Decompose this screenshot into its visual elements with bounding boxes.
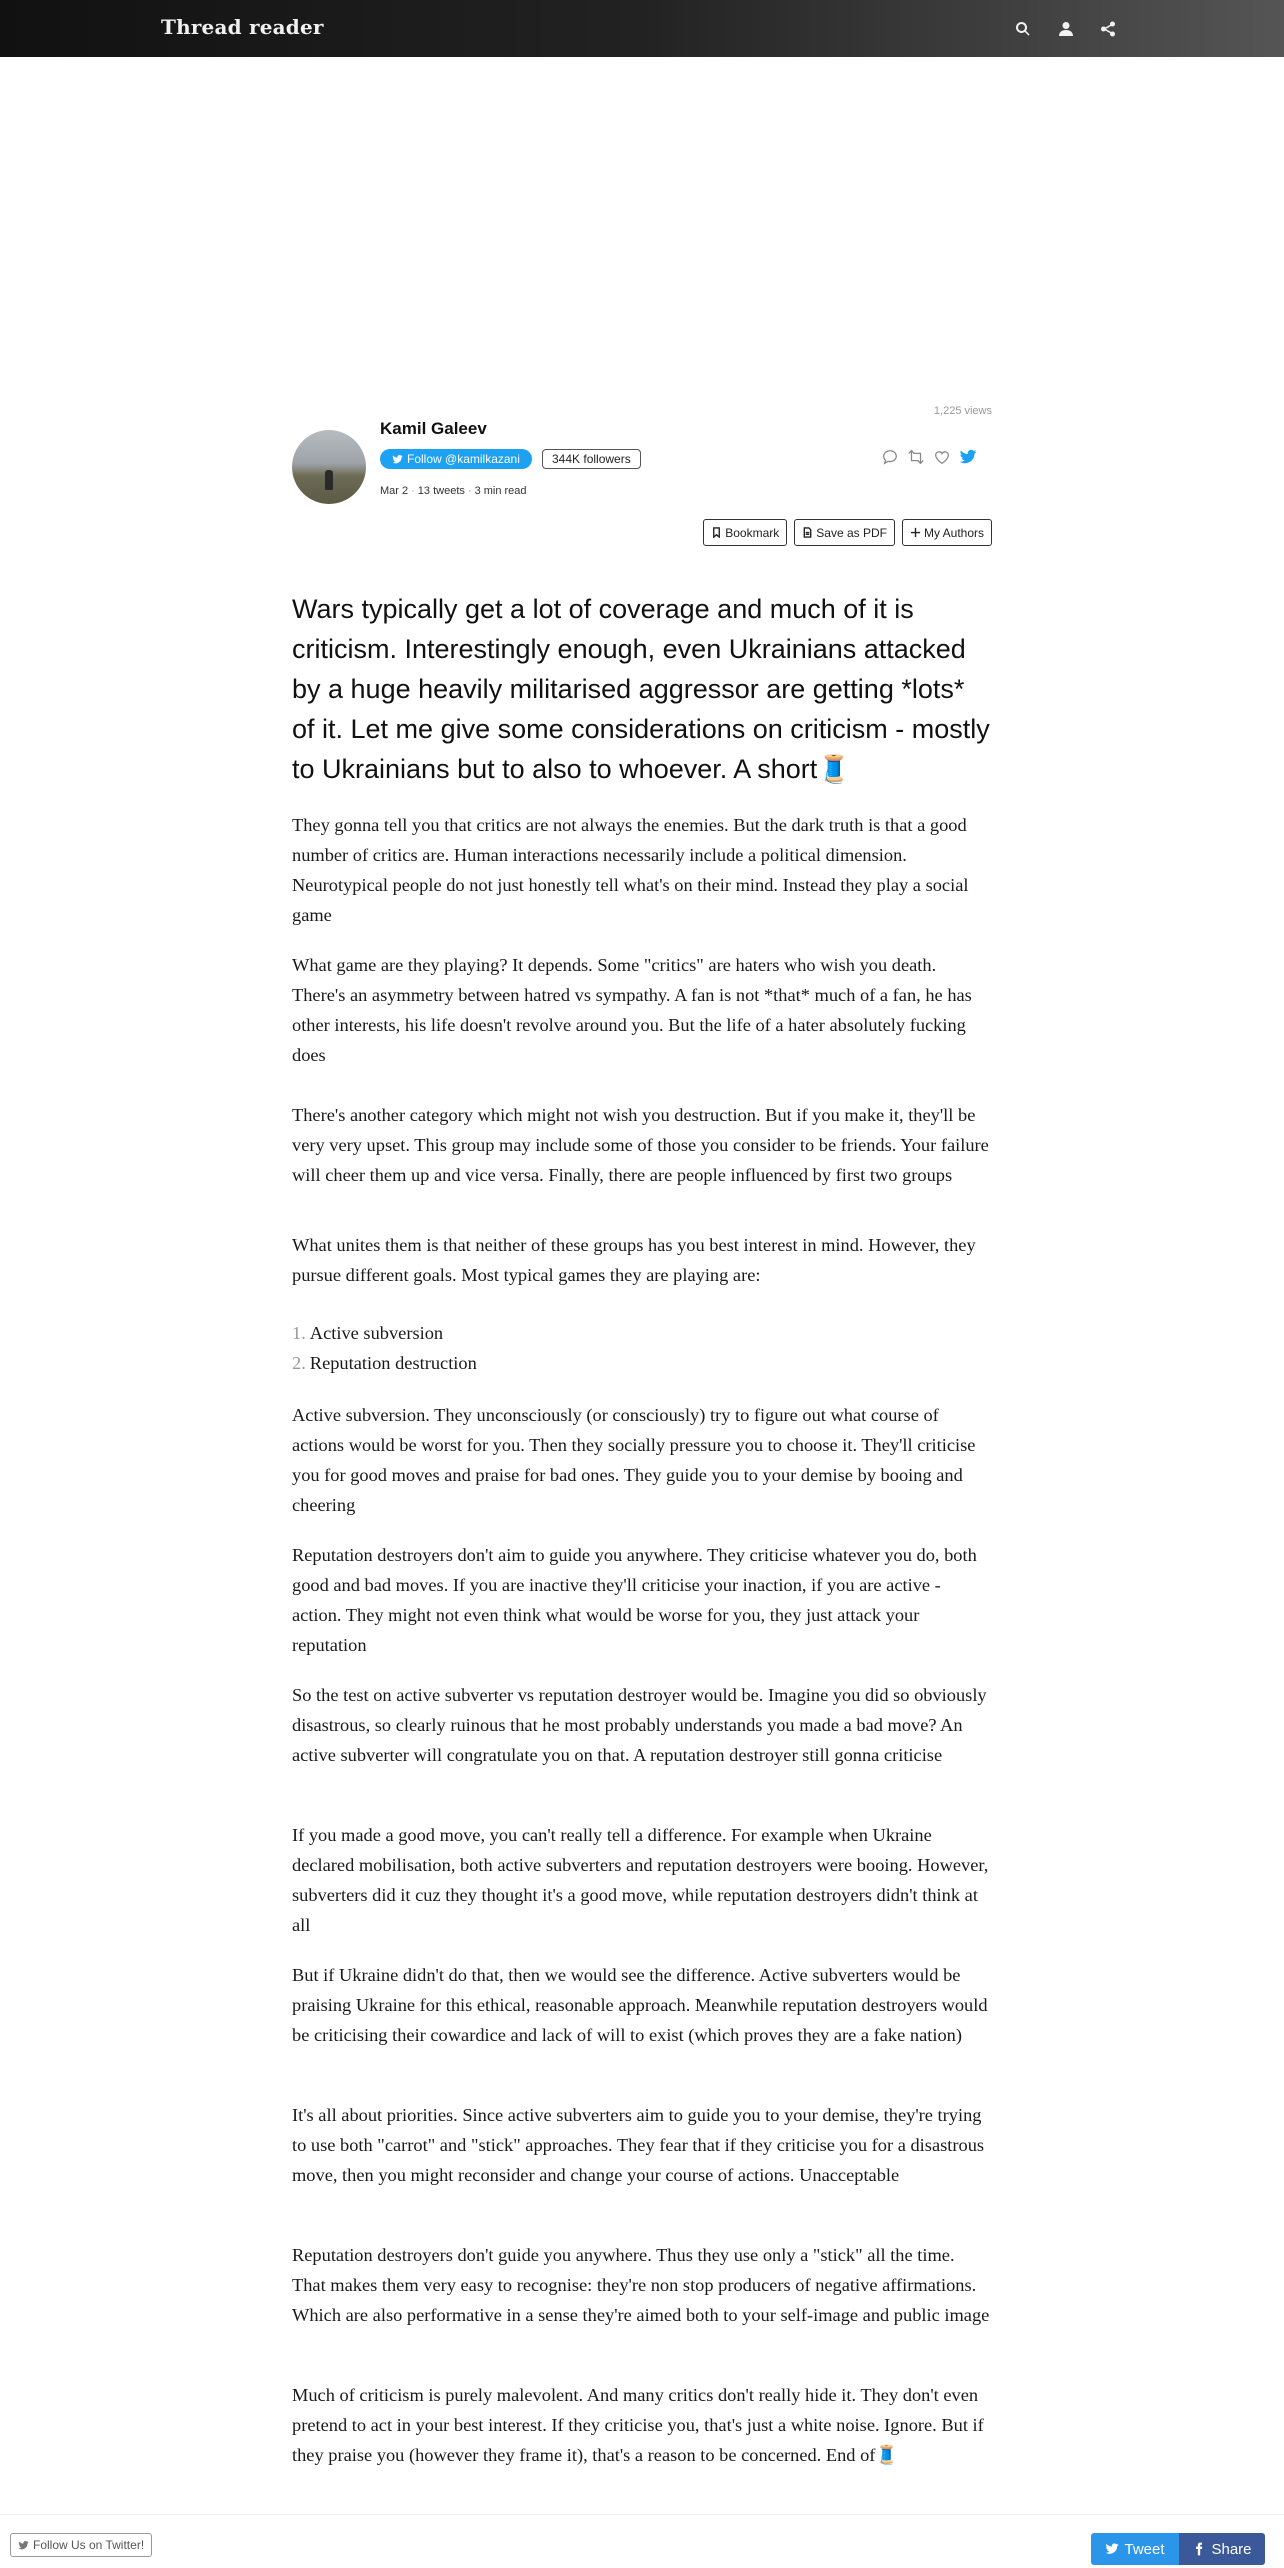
author-name[interactable]: Kamil Galeev (380, 419, 487, 438)
bookmark-button[interactable] (703, 519, 787, 546)
tweet-paragraph: Active subversion. They unconsciously (or consciously) try to figure out what course of actions would be worst for you. Then they socially pressure you to choose it. They'll criticise you for good moves and praise for bad ones. They guide you to your demise by booing and cheering (292, 1405, 976, 1515)
tweet-paragraph: They gonna tell you that critics are not always the enemies. But the dark truth is that a good number of critics are. Human interactions necessarily include a political dimension. Neurotypical people do not just honestly tell what's on their mind. Instead they play a social game (292, 815, 969, 925)
ad-space (0, 57, 1284, 397)
tweet-label: Tweet (1124, 2540, 1165, 2558)
save-pdf-button[interactable] (794, 519, 895, 546)
list-text: Reputation destruction (309, 1353, 477, 1373)
bookmark-icon (711, 527, 722, 538)
tweet-share-button[interactable] (1091, 2533, 1179, 2565)
tweet-paragraph: It's all about priorities. Since active subverters aim to guide you to your demise, they're trying to use both "carrot" and "stick" approaches. They fear that if they criticise you for a disastrous move, then you might reconsider and change your course of actions. Unacceptable (292, 2105, 985, 2185)
tweet-count[interactable]: 13 tweets (417, 485, 465, 497)
footer-bar (0, 2514, 1284, 2568)
user-icon[interactable] (1055, 18, 1077, 40)
save-pdf-label: Save as PDF (816, 525, 887, 540)
tweet-paragraph: Reputation destroyers don't guide you anywhere. Thus they use only a "stick" all the time. That makes them very easy to recognise: they're non stop producers of negative affirmations. Which are also performative in a sense they're aimed both to your self-image and public image (292, 2245, 990, 2325)
tweet-paragraph: So the test on active subverter vs reputation destroyer would be. Imagine you did so obviously disastrous, so clearly ruinous that he most probably understands you made a bad move? An active subverter will congratulate you on that. A reputation destroyer still gonna criticise (292, 1685, 987, 1765)
list-number: 2. (292, 1353, 306, 1373)
view-count: 1,225 views (933, 405, 992, 417)
twitter-icon[interactable] (958, 447, 978, 467)
thread-meta: Mar 2 · 13 tweets · 3 min read (380, 485, 527, 497)
list-text: Active subversion (309, 1323, 444, 1343)
my-authors-button[interactable] (902, 519, 992, 546)
thread-date: Mar 2 (380, 485, 409, 497)
tweet-paragraph: There's another category which might not wish you destruction. But if you make it, they'll be very very upset. This group may include some of those you consider to be friends. Your failure will cheer them up and vice versa. Finally, there are people influenced by first two groups (292, 1105, 989, 1185)
tweet-list (292, 1318, 992, 1378)
follow-us-label: Follow Us on Twitter! (33, 2538, 145, 2552)
thread-lead-tweet: Wars typically get a lot of coverage and much of it is criticism. Interestingly enough, even Ukrainians attacked by a huge heavily militarised aggressor are getting *lots* of it. Let me give some considerations on criticism - mostly to Ukrainians but to also to whoever. A short🧵 (292, 594, 990, 784)
twitter-bird-icon (1105, 2542, 1119, 2556)
thread-tools (703, 519, 992, 546)
follow-button[interactable] (380, 449, 532, 469)
twitter-bird-icon (18, 2540, 29, 2551)
share-icon[interactable] (1097, 18, 1119, 40)
tweet-paragraph: But if Ukraine didn't do that, then we would see the difference. Active subverters would be praising Ukraine for this ethical, reasonable approach. Meanwhile reputation destroyers would be criticising their cowardice and lack of will to exist (which proves they are a fake nation) (292, 1965, 988, 2045)
plus-icon (910, 527, 921, 538)
bookmark-label: Bookmark (725, 525, 780, 540)
read-time: 3 min read (474, 485, 527, 497)
share-bar (1091, 2533, 1265, 2565)
reply-icon[interactable] (880, 447, 900, 467)
list-item (292, 1348, 992, 1378)
tweet-paragraph: Reputation destroyers don't aim to guide you anywhere. They criticise whatever you do, both good and bad moves. If you are inactive they'll criticise your inaction, if you are active - action. They might not even think what would be worse for you, they just attack your reputation (292, 1545, 977, 1655)
tweet-paragraph: If you made a good move, you can't really tell a difference. For example when Ukraine declared mobilisation, both active subverters and reputation destroyers were booing. However, subverters did it cuz they thought it's a good move, while reputation destroyers didn't think at all (292, 1825, 989, 1935)
top-navbar (0, 0, 1284, 57)
facebook-share-button[interactable] (1179, 2533, 1265, 2565)
follow-us-button[interactable] (10, 2533, 152, 2557)
tweet-paragraph: Much of criticism is purely malevolent. And many critics don't really hide it. They don't even pretend to act in your best interest. If they criticise you, that's just a white noise. Ignore. But if they praise you (however they frame it), that's a reason to be concerned. End of🧵 (292, 2385, 984, 2465)
avatar[interactable] (292, 430, 366, 504)
follow-label: Follow @kamilkazani (407, 452, 520, 466)
list-number: 1. (292, 1323, 306, 1343)
twitter-bird-icon (392, 454, 403, 465)
search-icon[interactable] (1012, 18, 1034, 40)
list-item (292, 1318, 992, 1348)
share-label: Share (1211, 2540, 1252, 2558)
like-icon[interactable] (932, 447, 952, 467)
retweet-icon[interactable] (906, 447, 926, 467)
tweet-paragraph: What game are they playing? It depends. Some "critics" are haters who wish you death. There's an asymmetry between hatred vs sympathy. A fan is not *that* much of a fan, he has other interests, his life doesn't revolve around you. But the life of a hater absolutely fucking does (292, 955, 972, 1065)
followers-count: 344K followers (542, 449, 641, 469)
facebook-icon (1192, 2542, 1206, 2556)
file-icon (802, 527, 813, 538)
my-authors-label: My Authors (923, 525, 984, 540)
tweet-actions (880, 447, 978, 467)
brand-logo[interactable]: Thread reader (161, 15, 324, 39)
tweet-paragraph: What unites them is that neither of these groups has you best interest in mind. However, they pursue different goals. Most typical games they are playing are: (292, 1235, 976, 1285)
